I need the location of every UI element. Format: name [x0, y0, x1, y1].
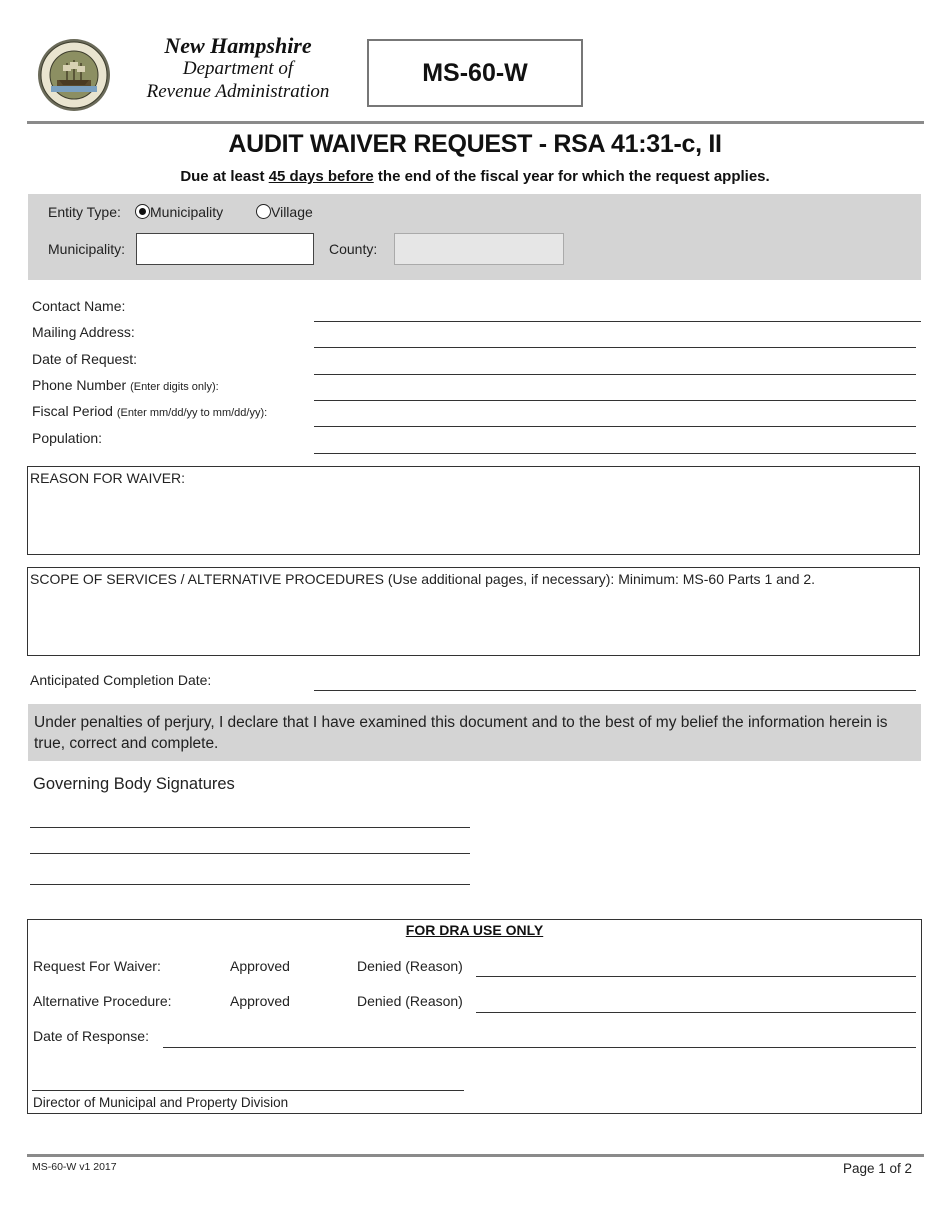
county-field: [394, 233, 564, 265]
fiscal-period-hint: (Enter mm/dd/yy to mm/dd/yy):: [116, 407, 268, 419]
radio-municipality[interactable]: [135, 204, 223, 220]
radio-village[interactable]: [256, 204, 313, 220]
footer-divider: [27, 1154, 924, 1157]
department-line-1: Department of: [182, 58, 294, 79]
dra-use-only-title: FOR DRA USE ONLY: [405, 922, 544, 938]
municipality-label: Municipality:: [48, 241, 126, 257]
fiscal-period-input[interactable]: [314, 426, 916, 427]
dra-date-of-response-input[interactable]: [163, 1047, 916, 1048]
radio-municipality-label: Municipality: [150, 204, 224, 220]
entity-type-label: Entity Type:: [48, 204, 121, 220]
state-seal-logo: [37, 38, 111, 112]
completion-date-input[interactable]: [314, 690, 916, 691]
dra-date-of-response-label: Date of Response:: [33, 1028, 149, 1044]
signature-line-2[interactable]: [30, 853, 470, 854]
director-signature-label: Director of Municipal and Property Division: [33, 1095, 289, 1110]
department-heading: [128, 34, 348, 103]
form-title: AUDIT WAIVER REQUEST - RSA 41:31-c, II: [228, 130, 722, 158]
state-name: New Hampshire: [164, 33, 312, 58]
signatures-heading: Governing Body Signatures: [33, 775, 235, 793]
phone-number-label: [32, 377, 219, 393]
contact-name-input[interactable]: [314, 321, 921, 322]
mailing-address-label: Mailing Address:: [32, 324, 135, 340]
date-of-request-input[interactable]: [314, 374, 916, 375]
header-divider: [27, 121, 924, 124]
dra-alt-procedure-approved[interactable]: Approved: [230, 993, 290, 1009]
form-number: MS-60-W: [422, 58, 528, 87]
signature-line-3[interactable]: [30, 884, 470, 885]
form-number-box: [367, 39, 583, 107]
contact-name-label: Contact Name:: [32, 298, 126, 314]
department-line-2: Revenue Administration: [146, 81, 330, 102]
dra-alt-procedure-reason-input[interactable]: [476, 1012, 916, 1013]
dra-use-only-box: [27, 919, 922, 1114]
date-of-request-label: Date of Request:: [32, 351, 138, 367]
fiscal-period-label-text: Fiscal Period: [32, 403, 113, 419]
scope-of-services-box[interactable]: [27, 567, 920, 656]
dra-alt-procedure-denied[interactable]: Denied (Reason): [357, 993, 463, 1009]
completion-date-label: Anticipated Completion Date:: [30, 672, 212, 688]
scope-of-services-label: SCOPE OF SERVICES / ALTERNATIVE PROCEDURES (Use additional pages, if necessary): Minimum: MS-60 Parts 1 and 2.: [30, 571, 816, 587]
dra-waiver-label: Request For Waiver:: [33, 958, 161, 974]
radio-village-label: Village: [271, 204, 313, 220]
form-subtitle: [0, 168, 950, 185]
dra-waiver-approved[interactable]: Approved: [230, 958, 290, 974]
county-label: County:: [329, 241, 378, 257]
phone-number-input[interactable]: [314, 400, 916, 401]
subtitle-text-end: the end of the fiscal year for which the request applies.: [373, 168, 770, 185]
subtitle-text-start: Due at least: [180, 168, 269, 185]
phone-number-hint: (Enter digits only):: [130, 381, 219, 393]
fiscal-period-label: [32, 403, 267, 419]
radio-village-circle[interactable]: [256, 204, 271, 219]
radio-municipality-circle[interactable]: [135, 204, 150, 219]
perjury-statement: Under penalties of perjury, I declare that I have examined this document and to the best of my belief the information herein is true, correct and complete.: [34, 714, 888, 752]
population-label: Population:: [32, 430, 103, 446]
municipality-input[interactable]: [136, 233, 314, 265]
phone-number-label-text: Phone Number: [32, 377, 127, 393]
population-input[interactable]: [314, 453, 916, 454]
dra-waiver-denied[interactable]: Denied (Reason): [357, 958, 463, 974]
dra-waiver-reason-input[interactable]: [476, 976, 916, 977]
form-version: MS-60-W v1 2017: [32, 1161, 117, 1173]
director-signature-line[interactable]: [32, 1090, 464, 1091]
reason-for-waiver-box[interactable]: [27, 466, 920, 555]
reason-for-waiver-label: REASON FOR WAIVER:: [30, 470, 186, 486]
dra-alt-procedure-label: Alternative Procedure:: [33, 993, 172, 1009]
signature-line-1[interactable]: [30, 827, 470, 828]
subtitle-deadline: 45 days before: [268, 168, 374, 185]
page-number: Page 1 of 2: [843, 1161, 913, 1176]
mailing-address-input[interactable]: [314, 347, 916, 348]
